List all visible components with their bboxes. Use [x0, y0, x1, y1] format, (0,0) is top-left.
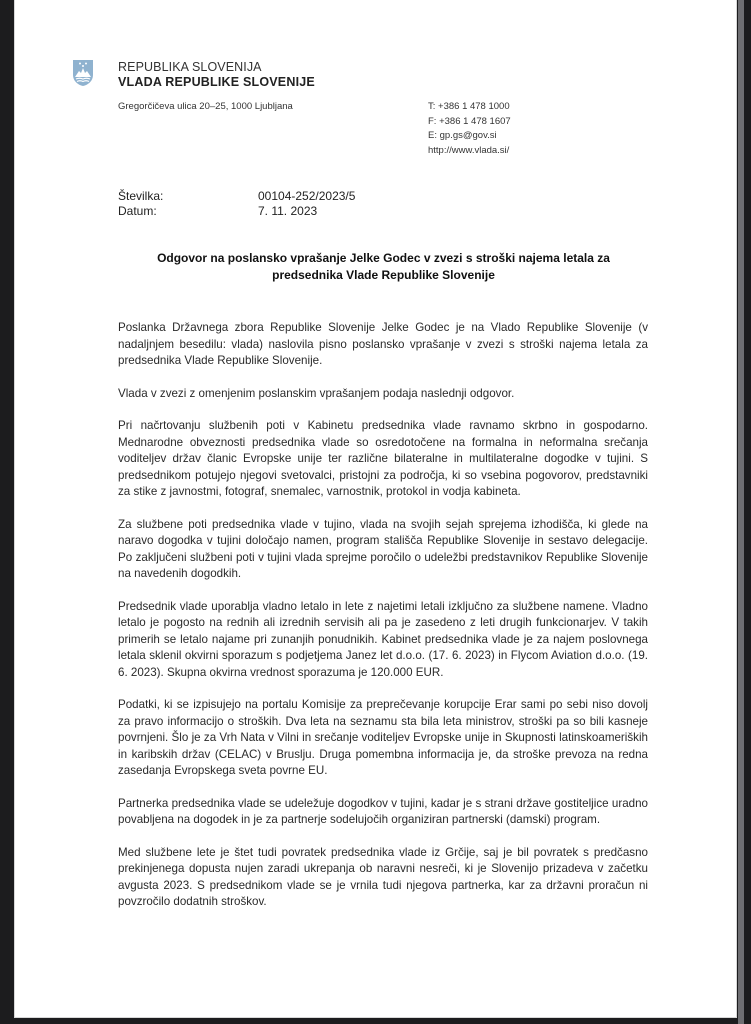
- paragraph: Med službene lete je štet tudi povratek predsednika vlade iz Grčije, saj je bil povratek s predčasno prekinjenega dopusta nujen zaradi ukrepanja ob naravni nesreči, ki je Slovenijo prizadeva v začetku avgusta 2023. S predsednikom vlade se je vrnila tudi njegova partnerka, kar za državni proračun ni povzročilo dodatnih stroškov.: [118, 845, 648, 908]
- title-line-1: Odgovor na poslansko vprašanje Jelke Godec v zvezi s stroški najema letala za: [157, 251, 610, 265]
- fax: F: +386 1 478 1607: [428, 115, 511, 127]
- document-body: [118, 320, 648, 927]
- paragraph: Pri načrtovanju službenih poti v Kabinetu predsednika vlade ravnamo skrbno in gospodarno. Mednarodne obveznosti predsednika vlade so osredotočene na formalna in neformalna srečanja voditeljev držav članic Evropske unije ter različne bilateralne in multilateralne dogodke v tujini. S predsednikom potujejo njegovi svetovalci, pristojni za področja, ki so vsebina pogovorov, predstavniki za stike z javnostmi, fotograf, snemalec, varnostnik, protokol in vodja kabineta.: [118, 419, 648, 498]
- document-page: [15, 0, 736, 1017]
- email: E: gp.gs@gov.si: [428, 130, 497, 141]
- paragraph: Poslanka Državnega zbora Republike Slovenije Jelke Godec je na Vlado Republike Slovenije (v nadaljnjem besedilu: vlada) naslovila pisno poslansko vprašanje v zvezi s stroški najema letala za predsednika Vlade Republike Slovenije.: [118, 321, 648, 367]
- date-row: [118, 204, 355, 219]
- date-value: 7. 11. 2023: [258, 204, 318, 218]
- postal-address: Gregorčičeva ulica 20–25, 1000 Ljubljana: [118, 101, 293, 112]
- number-row: [118, 189, 355, 204]
- paragraph: Partnerka predsednika vlade se udeležuje dogodkov v tujini, kadar je s strani države gostiteljice uradno povabljena na dogodek in je za partnerje sodelujočih organiziran partnerski (damski) program.: [118, 796, 648, 826]
- coat-of-arms-icon: [72, 59, 94, 87]
- paragraph: Podatki, ki se izpisujejo na portalu Komisije za preprečevanje korupcije Erar sami po sebi niso dovolj za pravo informacijo o stroških. Dva leta na seznamu sta bila leta ministrov, stroški pa so bili kasneje povrnjeni. Šlo je za Vrh Nata v Vilni in srečanje voditeljev Evropske unije in Skupnosti latinskoameriških in karibskih držav (CELAC) v Bruslju. Druga pomembna informacija je, da stroške prevoza na redna zasedanja Evropskega sveta povrne EU.: [118, 698, 648, 777]
- number-label: Številka:: [118, 189, 164, 203]
- paragraph: Vlada v zvezi z omenjenim poslanskim vprašanjem podaja naslednji odgovor.: [118, 386, 515, 400]
- document-title: [118, 250, 649, 284]
- date-label: Datum:: [118, 204, 157, 218]
- organization-name: [118, 60, 315, 90]
- document-meta: [118, 189, 355, 219]
- paragraph: Predsednik vlade uporablja vladno letalo in lete z najetimi letali izključno za službene namene. Vladno letalo je pogosto na rednih ali izrednih servisih ali pa je zasedeno z leti drugih funkcionarjev. V takih primerih se letalo najame pri zunanjih ponudnikih. Kabinet predsednika vlade je za najem poslovnega letala sklenil okvirni sporazum s podjetjema Janez let d.o.o. (17. 6. 2023) in Flycom Aviation d.o.o. (19. 6. 2023). Skupna okvirna vrednost sporazuma je 120.000 EUR.: [118, 599, 648, 679]
- number-value: 00104-252/2023/5: [258, 189, 356, 203]
- paragraph: Za službene poti predsednika vlade v tujino, vlada na svojih sejah sprejema izhodišča, ki glede na naravo dogodka v tujini določajo namen, program stališča Republike Slovenije in sestavo delegacije. Po zaključeni službeni poti v tujini vlada sprejme poročilo o udeležbi predstavnikov Republike Slovenije na navedenih dogodkih.: [118, 517, 648, 580]
- scrollbar[interactable]: [738, 0, 744, 1024]
- org-line-government: VLADA REPUBLIKE SLOVENIJE: [118, 75, 315, 89]
- org-line-republic: REPUBLIKA SLOVENIJA: [118, 60, 262, 74]
- website: http://www.vlada.si/: [428, 144, 510, 156]
- contact-block: [428, 100, 511, 158]
- title-line-2: predsednika Vlade Republike Slovenije: [272, 268, 495, 282]
- phone: T: +386 1 478 1000: [428, 101, 510, 112]
